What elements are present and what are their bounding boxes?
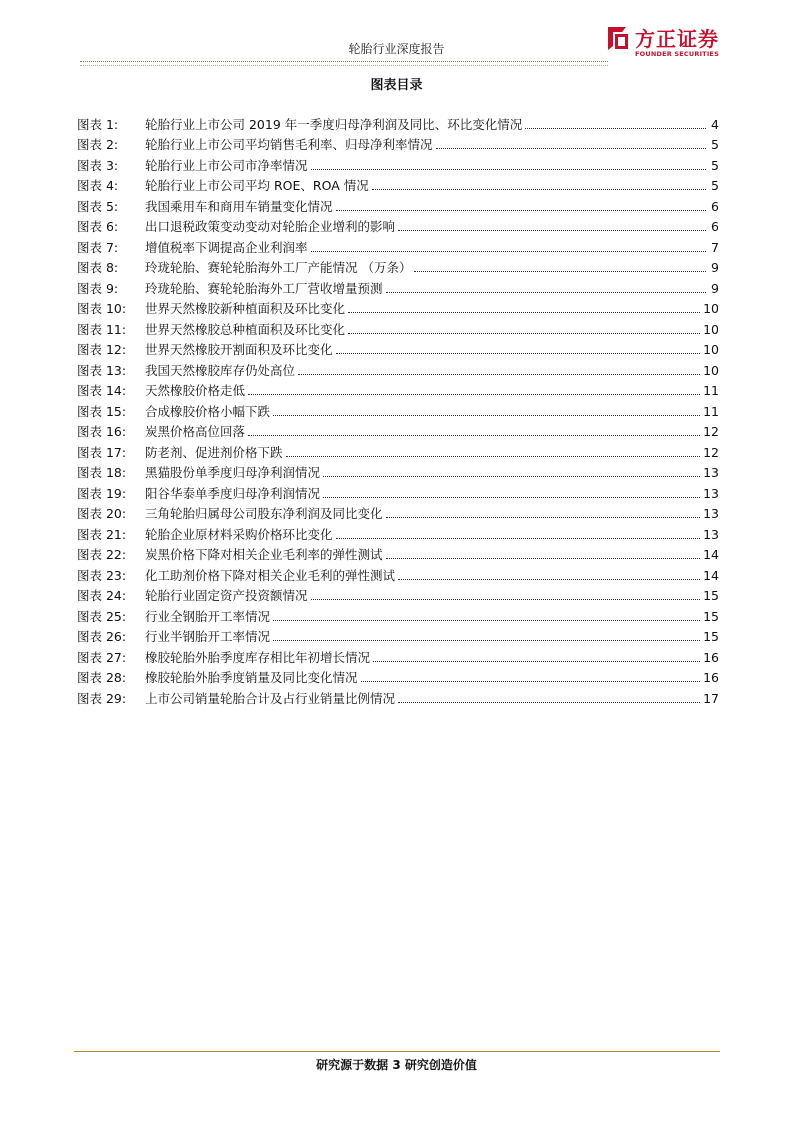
toc-entry-page[interactable]: 14 [703,547,719,562]
toc-dot-leader [311,599,701,600]
toc-entry[interactable] [77,399,719,420]
toc-entry-label: 图表 28: [77,670,127,685]
toc-entry-label: 图表 19: [77,485,127,501]
toc-entry-label: 图表 26: [77,629,127,644]
toc-entry-page[interactable]: 10 [703,342,719,357]
toc-entry-page[interactable]: 17 [703,690,719,706]
toc-dot-leader [398,579,700,580]
toc-entry[interactable] [77,666,719,687]
toc-entry[interactable] [77,461,719,482]
toc-entry[interactable] [77,194,719,215]
toc-entry-title[interactable]: 我国乘用车和商用车销量变化情况 [145,198,333,214]
toc-entry-title[interactable]: 化工助剂价格下降对相关企业毛利的弹性测试 [145,567,396,583]
toc-entry-title[interactable]: 世界天然橡胶总种植面积及环比变化 [145,321,346,337]
toc-entry-page[interactable]: 15 [703,608,719,624]
header-divider [80,61,608,62]
toc-entry-page[interactable]: 13 [703,485,719,501]
toc-dot-leader [386,292,706,293]
toc-entry[interactable] [77,543,719,564]
toc-entry-page[interactable]: 7 [711,239,719,255]
toc-entry-page[interactable]: 15 [703,588,719,603]
toc-entry[interactable] [77,625,719,646]
toc-entry-page[interactable]: 16 [703,649,719,665]
toc-entry-page[interactable]: 10 [703,321,719,337]
toc-entry-title[interactable]: 合成橡胶价格小幅下跌 [145,403,271,419]
toc-dot-leader [436,148,706,149]
toc-entry-page[interactable]: 13 [703,465,719,480]
toc-entry-label: 图表 3: [77,157,119,173]
toc-entry-label: 图表 27: [77,649,127,665]
toc-entry-title[interactable]: 行业半钢胎开工率情况 [145,629,271,644]
toc-entry-page[interactable]: 16 [703,670,719,685]
toc-entry-title[interactable]: 防老剂、促进剂价格下跌 [145,444,283,460]
toc-entry-label: 图表 17: [77,444,127,460]
toc-entry-title[interactable]: 世界天然橡胶新种植面积及环比变化 [145,301,346,316]
toc-dot-leader [525,128,706,129]
toc-entry-label: 图表 2: [77,137,119,152]
table-of-figures [77,112,719,707]
toc-entry-page[interactable]: 6 [711,219,719,234]
toc-entry-label: 图表 1: [77,116,119,132]
toc-dot-leader [361,681,701,682]
toc-dot-leader [414,271,706,272]
toc-dot-leader [398,702,700,703]
toc-entry-title[interactable]: 轮胎行业上市公司平均 ROE、ROA 情况 [145,178,369,193]
toc-dot-leader [336,210,706,211]
toc-entry-page[interactable]: 14 [703,567,719,583]
toc-entry-page[interactable]: 15 [703,629,719,644]
toc-dot-leader [386,517,701,518]
toc-entry[interactable] [77,317,719,338]
toc-dot-leader [372,189,706,190]
toc-dot-leader [336,353,701,354]
toc-entry-label: 图表 29: [77,690,127,706]
toc-entry-label: 图表 10: [77,301,127,316]
toc-entry-title[interactable]: 三角轮胎归属母公司股东净利润及同比变化 [145,506,383,521]
toc-entry-title[interactable]: 轮胎行业固定资产投资额情况 [145,588,308,603]
toc-entry-label: 图表 5: [77,198,119,214]
toc-entry-label: 图表 4: [77,178,119,193]
toc-dot-leader [336,538,701,539]
toc-entry-title[interactable]: 出口退税政策变动变动对轮胎企业增利的影响 [145,219,396,234]
toc-entry[interactable] [77,563,719,584]
toc-entry-label: 图表 9: [77,280,119,296]
toc-entry-title[interactable]: 轮胎企业原材料采购价格环比变化 [145,526,333,542]
toc-dot-leader [298,374,700,375]
toc-entry[interactable] [77,440,719,461]
toc-entry[interactable] [77,686,719,707]
toc-entry-label: 图表 14: [77,383,127,398]
footer-slogan: 研究源于数据 3 研究创造价值 [316,1058,477,1072]
toc-entry[interactable] [77,358,719,379]
toc-entry-title[interactable]: 我国天然橡胶库存仍处高位 [145,362,296,378]
toc-dot-leader [248,394,700,395]
toc-entry[interactable] [77,153,719,174]
toc-entry-label: 图表 24: [77,588,127,603]
toc-entry-label: 图表 20: [77,506,127,521]
toc-dot-leader [311,251,706,252]
toc-entry[interactable] [77,297,719,318]
toc-entry-title[interactable]: 轮胎行业上市公司 2019 年一季度归母净利润及同比、环比变化情况 [145,116,523,132]
founder-securities-logo [604,22,724,64]
report-title: 轮胎行业深度报告 [348,42,445,56]
toc-entry-title[interactable]: 黑猫股份单季度归母净利润情况 [145,465,321,480]
toc-entry-title[interactable]: 行业全钢胎开工率情况 [145,608,271,624]
toc-dot-leader [273,415,700,416]
toc-entry[interactable] [77,235,719,256]
toc-entry-title[interactable]: 炭黑价格高位回落 [145,424,246,439]
toc-entry-title[interactable]: 橡胶轮胎外胎季度销量及同比变化情况 [145,670,358,685]
logo-name-en: FOUNDER SECURITIES [635,50,719,58]
toc-entry-title[interactable]: 玲珑轮胎、赛轮轮胎海外工厂营收增量预测 [145,280,383,296]
toc-entry-title[interactable]: 阳谷华泰单季度归母净利润情况 [145,485,321,501]
toc-entry-page[interactable]: 10 [703,301,719,316]
toc-entry-page[interactable]: 5 [711,137,719,152]
toc-entry[interactable] [77,604,719,625]
founder-logo-icon [604,24,632,52]
toc-dot-leader [323,497,700,498]
toc-dot-leader [286,456,701,457]
toc-entry[interactable] [77,256,719,277]
toc-dot-leader [386,558,701,559]
toc-entry-label: 图表 12: [77,342,127,357]
toc-entry[interactable] [77,645,719,666]
toc-entry-label: 图表 7: [77,239,119,255]
toc-dot-leader [348,312,700,313]
toc-entry-page[interactable]: 5 [711,157,719,173]
toc-entry-label: 图表 13: [77,362,127,378]
logo-name-cn: 方正证券 [635,27,719,51]
toc-entry-label: 图表 15: [77,403,127,419]
toc-entry-label: 图表 25: [77,608,127,624]
toc-entry[interactable] [77,379,719,400]
toc-heading: 图表目录 [370,78,423,93]
toc-entry-label: 图表 18: [77,465,127,480]
toc-entry-title[interactable]: 玲珑轮胎、赛轮轮胎海外工厂产能情况 （万条） [145,260,412,275]
toc-entry-label: 图表 22: [77,547,127,562]
toc-entry[interactable] [77,276,719,297]
toc-entry-page[interactable]: 12 [703,444,719,460]
toc-entry-title[interactable]: 轮胎行业上市公司平均销售毛利率、归母净利率情况 [145,137,433,152]
toc-entry-label: 图表 21: [77,526,127,542]
toc-entry[interactable] [77,338,719,359]
toc-dot-leader [398,230,706,231]
toc-entry[interactable] [77,584,719,605]
toc-entry-title[interactable]: 世界天然橡胶开割面积及环比变化 [145,342,333,357]
toc-entry-title[interactable]: 橡胶轮胎外胎季度库存相比年初增长情况 [145,649,371,665]
toc-entry-page[interactable]: 12 [703,424,719,439]
toc-entry-page[interactable]: 11 [703,383,719,398]
toc-entry-label: 图表 8: [77,260,119,275]
toc-entry-label: 图表 11: [77,321,127,337]
toc-entry-title[interactable]: 天然橡胶价格走低 [145,383,246,398]
toc-entry-page[interactable]: 13 [703,526,719,542]
toc-entry[interactable] [77,174,719,195]
toc-entry-label: 图表 23: [77,567,127,583]
toc-dot-leader [323,476,700,477]
toc-entry[interactable] [77,522,719,543]
toc-dot-leader [273,620,700,621]
toc-entry-title[interactable]: 炭黑价格下降对相关企业毛利率的弹性测试 [145,547,383,562]
toc-entry-title[interactable]: 轮胎行业上市公司市净率情况 [145,157,308,173]
footer-divider [74,1051,720,1052]
header-divider-secondary [80,65,608,66]
toc-entry-title[interactable]: 上市公司销量轮胎合计及占行业销量比例情况 [145,690,396,706]
toc-dot-leader [273,640,700,641]
toc-entry-page[interactable]: 9 [711,280,719,296]
toc-entry-page[interactable]: 6 [711,198,719,214]
toc-dot-leader [311,169,706,170]
toc-dot-leader [373,661,700,662]
toc-entry-title[interactable]: 增值税率下调提高企业利润率 [145,239,308,255]
toc-entry[interactable] [77,133,719,154]
toc-entry-label: 图表 16: [77,424,127,439]
toc-dot-leader [348,333,700,334]
toc-entry-page[interactable]: 10 [703,362,719,378]
toc-entry-page[interactable]: 9 [711,260,719,275]
toc-entry[interactable] [77,215,719,236]
toc-entry[interactable] [77,502,719,523]
toc-entry-page[interactable]: 13 [703,506,719,521]
toc-entry-page[interactable]: 4 [711,116,719,132]
toc-entry-page[interactable]: 5 [711,178,719,193]
toc-entry-page[interactable]: 11 [703,403,719,419]
toc-entry[interactable] [77,481,719,502]
toc-entry[interactable] [77,420,719,441]
toc-entry[interactable] [77,112,719,133]
toc-entry-label: 图表 6: [77,219,119,234]
toc-dot-leader [248,435,700,436]
